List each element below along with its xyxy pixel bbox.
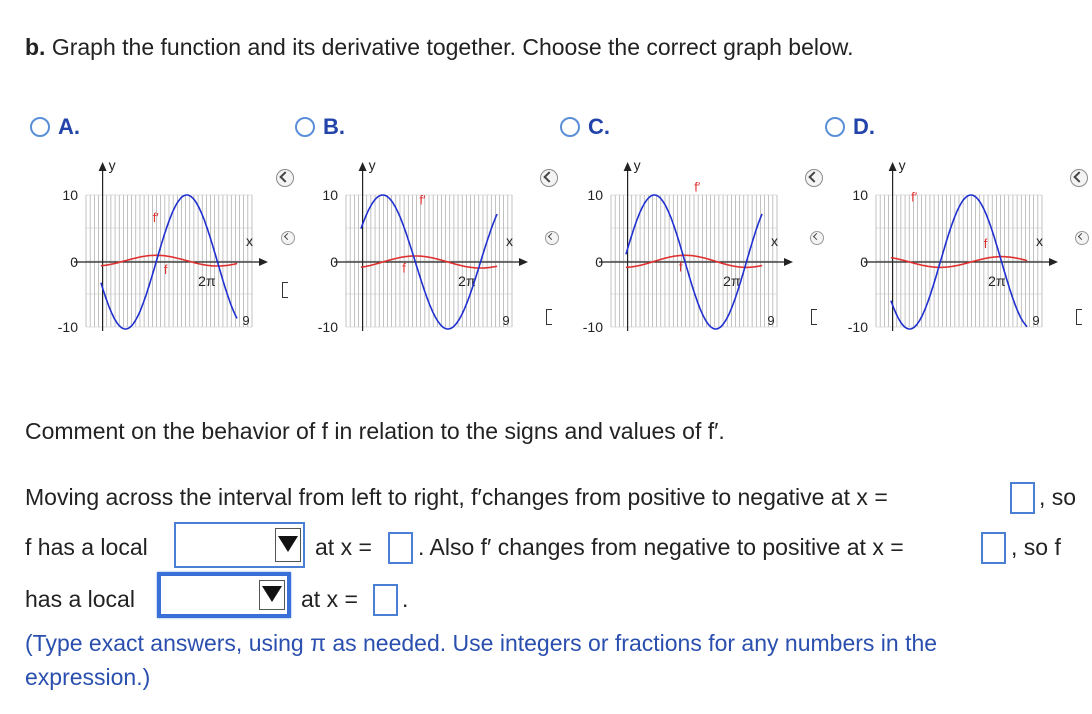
option-a-label: A.	[58, 114, 80, 139]
sentence-line3-end: .	[402, 586, 409, 612]
y-axis-arrow-icon	[889, 162, 897, 171]
answer-input-1[interactable]	[1010, 482, 1035, 514]
x-axis-arrow-icon	[519, 258, 528, 266]
y-tick-label-top: 10	[587, 187, 603, 203]
y-tick-label-zero: 0	[595, 254, 603, 270]
graph-d-svg	[820, 152, 1060, 342]
sentence-line2-end: , so f	[1011, 534, 1061, 560]
zoom-out-icon[interactable]	[1075, 231, 1089, 245]
x-axis-label: x	[1036, 233, 1043, 249]
answer-input-3[interactable]	[981, 532, 1006, 564]
fprime-curve-label: f′	[911, 189, 918, 205]
y-axis-label: y	[633, 157, 641, 173]
graph-a	[30, 152, 270, 347]
graph-c-svg	[555, 152, 795, 342]
option-c-radio[interactable]	[560, 117, 580, 137]
sentence-line3-start: has a local	[25, 586, 135, 612]
f-curve-label: f	[163, 262, 168, 278]
y-axis-label: y	[108, 157, 116, 173]
y-tick-label-bottom: -10	[317, 319, 338, 335]
x-axis-label: x	[771, 233, 778, 249]
x-axis-arrow-icon	[259, 258, 268, 266]
answer-input-2[interactable]	[388, 532, 413, 564]
expand-icon[interactable]	[282, 282, 288, 298]
x-tick-label-2pi: 2π	[723, 273, 741, 289]
x-tick-label-2pi: 2π	[988, 273, 1006, 289]
graph-b	[290, 152, 530, 347]
fprime-curve-label: f′	[694, 179, 701, 195]
f-curve-label: f	[678, 259, 683, 275]
x-axis-label: x	[246, 233, 253, 249]
x-axis-arrow-icon	[784, 258, 793, 266]
y-tick-label-zero: 0	[860, 254, 868, 270]
x-axis-label: x	[506, 233, 513, 249]
x-tick-label-9: 9	[1032, 313, 1040, 328]
chevron-down-icon	[278, 536, 298, 552]
f-curve-label: f	[402, 260, 406, 276]
option-b-radio[interactable]	[295, 117, 315, 137]
y-tick-label-top: 10	[322, 187, 338, 203]
expand-icon[interactable]	[546, 309, 552, 325]
dropdown-1-toggle[interactable]	[275, 528, 301, 562]
y-axis-arrow-icon	[624, 162, 632, 171]
y-tick-label-zero: 0	[330, 254, 338, 270]
sentence-line1-end: , so	[1039, 484, 1077, 510]
extremum-dropdown-2[interactable]	[157, 572, 291, 618]
sentence-line2-atx: at x =	[315, 534, 372, 560]
option-d-radio[interactable]	[825, 117, 845, 137]
fprime-curve-label: f′	[419, 192, 426, 208]
option-d[interactable]	[825, 114, 875, 140]
option-a-radio[interactable]	[30, 117, 50, 137]
option-a[interactable]	[30, 114, 80, 140]
x-tick-label-2pi: 2π	[198, 273, 216, 289]
y-axis-label: y	[368, 157, 376, 173]
x-tick-label-9: 9	[767, 313, 775, 328]
x-axis-arrow-icon	[1049, 258, 1058, 266]
option-b-label: B.	[323, 114, 345, 139]
y-axis-arrow-icon	[359, 162, 367, 171]
y-tick-label-bottom: -10	[847, 319, 868, 335]
graph-d	[820, 152, 1060, 347]
answer-format-note: (Type exact answers, using π as needed. Use integers or fractions for any numbers in the expression.)	[25, 630, 938, 690]
question-text	[25, 34, 854, 61]
expand-icon[interactable]	[1076, 309, 1082, 325]
sentence-line3-atx: at x =	[301, 586, 358, 612]
question-body: Graph the function and its derivative together. Choose the correct graph below.	[45, 34, 854, 60]
y-tick-label-bottom: -10	[57, 319, 78, 335]
fprime-curve-label: f′	[152, 209, 159, 225]
option-b[interactable]	[295, 114, 345, 140]
option-c[interactable]	[560, 114, 610, 140]
zoom-in-icon[interactable]	[540, 169, 558, 187]
chevron-down-icon	[262, 586, 282, 602]
sentence-line2-mid: . Also f′ changes from negative to positive at x =	[418, 534, 904, 560]
extremum-dropdown-1[interactable]	[174, 522, 305, 568]
x-tick-label-9: 9	[242, 313, 250, 328]
question-part: b.	[25, 34, 46, 60]
graph-a-svg	[30, 152, 270, 342]
y-tick-label-zero: 0	[70, 254, 78, 270]
zoom-in-icon[interactable]	[1070, 169, 1088, 187]
y-tick-label-bottom: -10	[582, 319, 603, 335]
graph-c	[555, 152, 795, 347]
option-c-label: C.	[588, 114, 610, 139]
expand-icon[interactable]	[811, 309, 817, 325]
y-axis-label: y	[898, 157, 906, 173]
sentence-line1: Moving across the interval from left to right, f′changes from positive to negative at x =	[25, 484, 888, 510]
comment-prompt: Comment on the behavior of f in relation to the signs and values of f′.	[25, 418, 725, 444]
y-tick-label-top: 10	[62, 187, 78, 203]
zoom-out-icon[interactable]	[545, 231, 559, 245]
x-tick-label-2pi: 2π	[458, 273, 476, 289]
zoom-out-icon[interactable]	[281, 231, 295, 245]
zoom-out-icon[interactable]	[810, 231, 824, 245]
graph-b-svg	[290, 152, 530, 342]
f-curve-label: f	[983, 235, 988, 251]
y-tick-label-top: 10	[852, 187, 868, 203]
zoom-in-icon[interactable]	[276, 169, 294, 187]
zoom-in-icon[interactable]	[805, 169, 823, 187]
answer-input-4[interactable]	[373, 584, 398, 616]
dropdown-2-toggle[interactable]	[259, 580, 285, 610]
sentence-line2-start: f has a local	[25, 534, 148, 560]
x-tick-label-9: 9	[502, 313, 510, 328]
option-d-label: D.	[853, 114, 875, 139]
y-axis-arrow-icon	[99, 162, 107, 171]
